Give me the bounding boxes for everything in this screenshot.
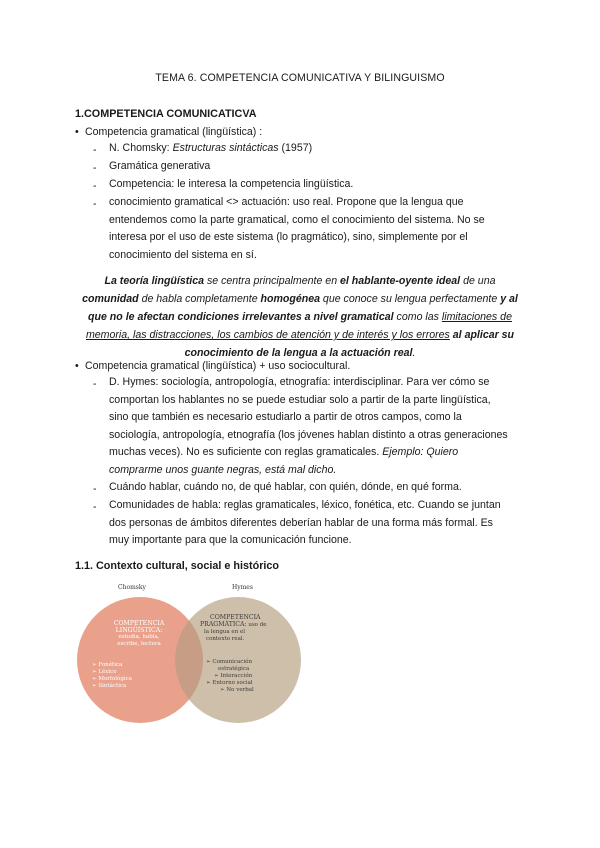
section-heading: 1.COMPETENCIA COMUNICATICVA	[75, 108, 257, 120]
bullet-item	[75, 126, 262, 138]
list-item: Gramática generativa	[109, 160, 211, 172]
bullet-item	[75, 360, 350, 372]
dash-icon: -	[93, 378, 97, 390]
list-item: conocimiento gramatical <> actuación: uso real. Propone que la lengua que entendemos como la parte gramatical, como el conocimiento del sistema. No se interesa por el uso de este sistema (lo pragmático), sino, simplemente por el conocimiento del sistema en sí.	[109, 196, 485, 261]
bullet-text: Competencia gramatical (lingüística) :	[85, 126, 263, 138]
venn-right-list: ➢ Comunicación estratégica ➢ Interacción ➢ Entorno social ➢ No verbal	[206, 659, 254, 693]
dash-icon: -	[93, 483, 97, 495]
list-item: Comunidades de habla: reglas gramaticales, léxico, fonética, etc. Cuando se juntan dos personas de ámbitos diferentes deberían hablar de una forma más formal. Es muy importante para que la comunicación funcione.	[109, 499, 501, 546]
list-item: Cuándo hablar, cuándo no, de qué hablar, con quién, dónde, en qué forma.	[109, 481, 462, 493]
bullet-icon: •	[75, 126, 79, 138]
list-item: N. Chomsky: Estructuras sintácticas (1957)	[109, 142, 313, 154]
dash-icon: -	[93, 501, 97, 513]
venn-left-list: ➢ Fonética ➢ Léxico ➢ Morfológica ➢ Sintáctica	[92, 662, 132, 689]
key-paragraph: La teoría lingüística se centra principalmente en el hablante-oyente ideal de una comunidad de habla completamente homogénea que conoce su lengua perfectamente y al que no le afectan condiciones irrelevantes a nivel gramatical como las limitaciones de memoria, las distracciones, los cambios de atención y de interés y los errores al aplicar su conocimiento de la lengua a la actuación real.	[82, 275, 518, 359]
bullet-icon: •	[75, 360, 79, 372]
venn-diagram	[70, 580, 320, 740]
dash-icon: -	[93, 144, 97, 156]
list-item: D. Hymes: sociología, antropología, etnografía: interdisciplinar. Para ver cómo se comportan los hablantes no se puede estudiar solo a partir de la parte lingüística, sino que también es necesario estudiarlo a partir de otros campos, como la sociología, antropología, etnografía (los jóvenes hablan distinto a otras generaciones muchas veces). No es suficiente con reglas gramaticales. Ejemplo: Quiero comprarme unos guante negras, está mal dicho.	[109, 376, 508, 476]
list-item: Competencia: le interesa la competencia lingüística.	[109, 178, 354, 190]
venn-right-title: COMPETENCIA PRAGMÁTICA: uso de la lengua en el contexto real.	[200, 614, 267, 642]
venn-left-title: COMPETENCIA LINGÜÍSTICA: estudia, habla, escribe, lectura	[113, 620, 165, 647]
subsection-heading: 1.1. Contexto cultural, social e histórico	[75, 560, 279, 572]
page-title: TEMA 6. COMPETENCIA COMUNICATIVA Y BILINGUISMO	[155, 72, 445, 84]
dash-icon: -	[93, 198, 97, 210]
dash-icon: -	[93, 162, 97, 174]
venn-label-hymes: Hymes	[232, 584, 253, 591]
venn-label-chomsky: Chomsky	[118, 584, 146, 591]
dash-icon: -	[93, 180, 97, 192]
bullet-text: Competencia gramatical (lingüística) + uso sociocultural.	[85, 360, 351, 372]
